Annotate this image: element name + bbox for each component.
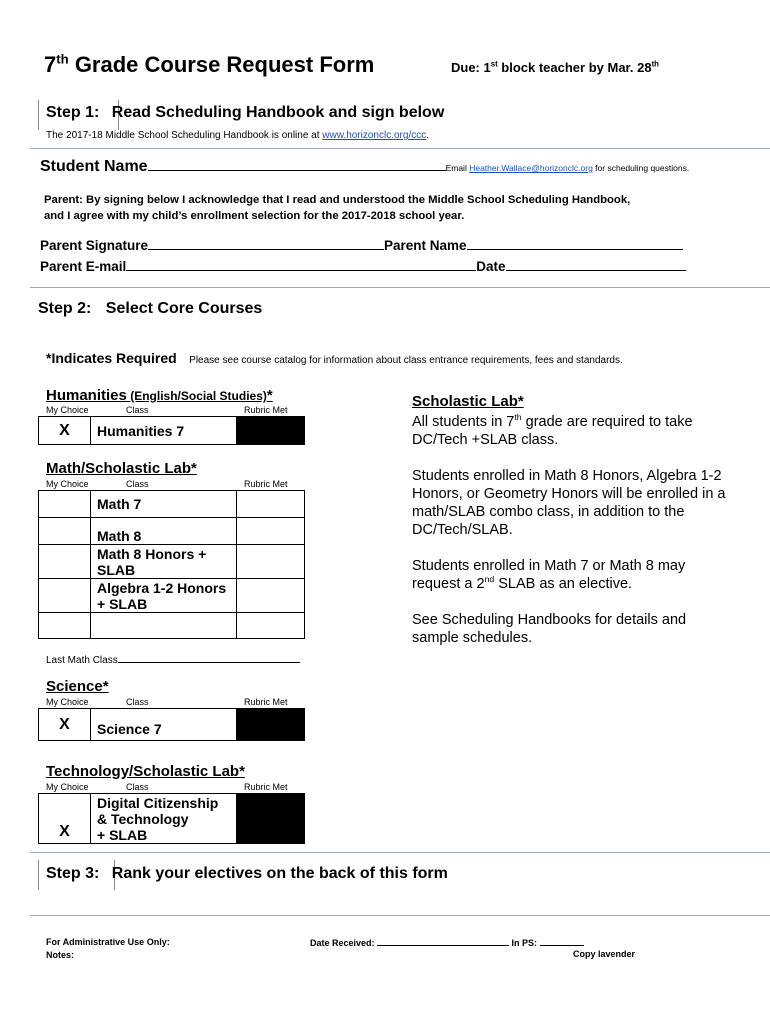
science-heading: Science*: [46, 678, 109, 695]
math-col-rubric: Rubric Met: [244, 479, 288, 489]
science-table: [38, 708, 305, 741]
math-class-5: [91, 613, 237, 639]
parent-email-field[interactable]: [126, 257, 476, 271]
admin-section: [46, 936, 170, 962]
technology-class: Digital Citizenship & Technology + SLAB: [91, 794, 237, 844]
last-math-class-field[interactable]: [118, 652, 300, 663]
slab-heading: Scholastic Lab*: [412, 393, 524, 410]
title-text: Grade Course Request Form: [68, 52, 375, 77]
slab-paragraph-2: Students enrolled in Math 8 Honors, Algebra 1-2 Honors, or Geometry Honors will be enrolled in a math/SLAB combo class, in addition to the DC/Tech/SLAB.: [412, 468, 726, 538]
humanities-choice[interactable]: X: [39, 417, 91, 445]
in-ps-field[interactable]: [540, 936, 584, 946]
humanities-row: [39, 417, 305, 445]
table-row: [39, 613, 305, 639]
step3-text: Rank your electives on the back of this form: [111, 865, 448, 882]
parent-signature-field[interactable]: [148, 236, 384, 250]
in-ps-label: In PS:: [509, 938, 540, 948]
step2-text: Select Core Courses: [105, 300, 263, 317]
math-choice-1[interactable]: [39, 491, 91, 518]
step1-label: Step 1:: [46, 104, 100, 121]
math-rubric-1: [237, 491, 305, 518]
step3-heading: [46, 865, 448, 883]
date-field[interactable]: [506, 257, 686, 271]
date-label: Date: [476, 259, 506, 274]
last-math-class-label: Last Math Class: [46, 655, 118, 666]
math-col-choice: My Choice: [46, 479, 89, 489]
science-col-choice: My Choice: [46, 697, 89, 707]
student-name-label: Student Name: [40, 158, 148, 175]
required-note: Please see course catalog for information about class entrance requirements, fees and standards.: [189, 355, 623, 366]
parent-name-label: Parent Name: [384, 238, 467, 253]
parent-signature-row: [40, 236, 683, 253]
technology-choice[interactable]: X: [39, 794, 91, 844]
student-name-row: Student Name Email Heather.Wallace@horizonclc.org for scheduling questions.: [40, 158, 690, 175]
handbook-note: The 2017-18 Middle School Scheduling Handbook is online at www.horizonclc.org/ccc.: [46, 130, 429, 141]
step2-heading: [38, 300, 262, 318]
technology-table: [38, 793, 305, 844]
parent-statement: Parent: By signing below I acknowledge that I read and understood the Middle School Scheduling Handbook, and I agree with my child’s enrollment selection for the 2017-2018 school year.: [44, 194, 631, 222]
last-math-class: [46, 652, 300, 666]
math-class-4: Algebra 1-2 Honors + SLAB: [91, 579, 237, 613]
slab-paragraph-3: Students enrolled in Math 7 or Math 8 may request a 2nd SLAB as an elective.: [412, 558, 686, 592]
technology-row: [39, 794, 305, 844]
science-row: [39, 709, 305, 741]
copy-lavender: Copy lavender: [573, 949, 636, 959]
science-class: Science 7: [91, 709, 237, 741]
date-received-field[interactable]: [377, 936, 509, 946]
slab-paragraph-1: All students in 7th grade are required to take DC/Tech +SLAB class.: [412, 412, 693, 448]
math-rubric-5: [237, 613, 305, 639]
table-row: [39, 491, 305, 518]
step1-text: Read Scheduling Handbook and sign below: [111, 104, 445, 121]
math-choice-4[interactable]: [39, 579, 91, 613]
step2-label: Step 2:: [38, 300, 92, 317]
technology-col-class: Class: [126, 782, 149, 792]
date-received-label: Date Received:: [310, 938, 378, 948]
math-choice-3[interactable]: [39, 545, 91, 579]
slab-paragraph-4: See Scheduling Handbooks for details and sample schedules.: [412, 612, 687, 646]
student-name-field[interactable]: [148, 157, 446, 171]
admin-notes: Notes:: [46, 950, 75, 960]
math-rubric-4: [237, 579, 305, 613]
required-row: [46, 350, 623, 368]
humanities-class: Humanities 7: [91, 417, 237, 445]
divider-3: [30, 852, 770, 853]
divider-4: [30, 915, 770, 916]
technology-col-choice: My Choice: [46, 782, 89, 792]
divider-2: [30, 287, 770, 288]
required-label: *Indicates Required: [46, 350, 177, 366]
humanities-heading: Humanities (English/Social Studies)*: [46, 387, 273, 404]
technology-heading: Technology/Scholastic Lab*: [46, 763, 245, 780]
table-row: [39, 518, 305, 545]
parent-email-label: Parent E-mail: [40, 259, 127, 274]
title-number: 7: [44, 52, 57, 77]
email-link[interactable]: Heather.Wallace@horizonclc.org: [469, 163, 593, 173]
math-heading: Math/Scholastic Lab*: [46, 460, 197, 477]
due-date: Due: 1st block teacher by Mar. 28th: [451, 59, 659, 75]
handbook-link[interactable]: www.horizonclc.org/ccc: [322, 130, 427, 141]
step1-heading: [46, 104, 444, 122]
humanities-table: [38, 416, 305, 445]
title-sup: th: [56, 51, 69, 67]
step1-tick-left: [38, 100, 39, 130]
technology-col-rubric: Rubric Met: [244, 782, 288, 792]
math-table: [38, 490, 305, 639]
parent-email-row: [40, 257, 686, 274]
step3-tick-left: [38, 860, 39, 890]
table-row: [39, 545, 305, 579]
science-col-class: Class: [126, 697, 149, 707]
parent-signature-label: Parent Signature: [40, 238, 149, 253]
divider-1: [30, 148, 770, 149]
admin-date-row: [310, 936, 584, 948]
table-row: [39, 579, 305, 613]
humanities-rubric: [237, 417, 305, 445]
admin-label: For Administrative Use Only:: [46, 937, 170, 947]
humanities-col-rubric: Rubric Met: [244, 405, 288, 415]
math-choice-2[interactable]: [39, 518, 91, 545]
math-class-3: Math 8 Honors + SLAB: [91, 545, 237, 579]
math-choice-5[interactable]: [39, 613, 91, 639]
math-class-1: Math 7: [91, 491, 237, 518]
step3-label: Step 3:: [46, 865, 100, 882]
math-class-2: Math 8: [91, 518, 237, 545]
technology-rubric: [237, 794, 305, 844]
slab-info: [412, 393, 732, 647]
math-col-class: Class: [126, 479, 149, 489]
math-rubric-3: [237, 545, 305, 579]
math-rubric-2: [237, 518, 305, 545]
science-rubric: [237, 709, 305, 741]
science-choice[interactable]: X: [39, 709, 91, 741]
parent-name-field[interactable]: [467, 236, 683, 250]
science-col-rubric: Rubric Met: [244, 697, 288, 707]
humanities-col-class: Class: [126, 405, 149, 415]
humanities-col-choice: My Choice: [46, 405, 89, 415]
form-title: [44, 52, 374, 78]
